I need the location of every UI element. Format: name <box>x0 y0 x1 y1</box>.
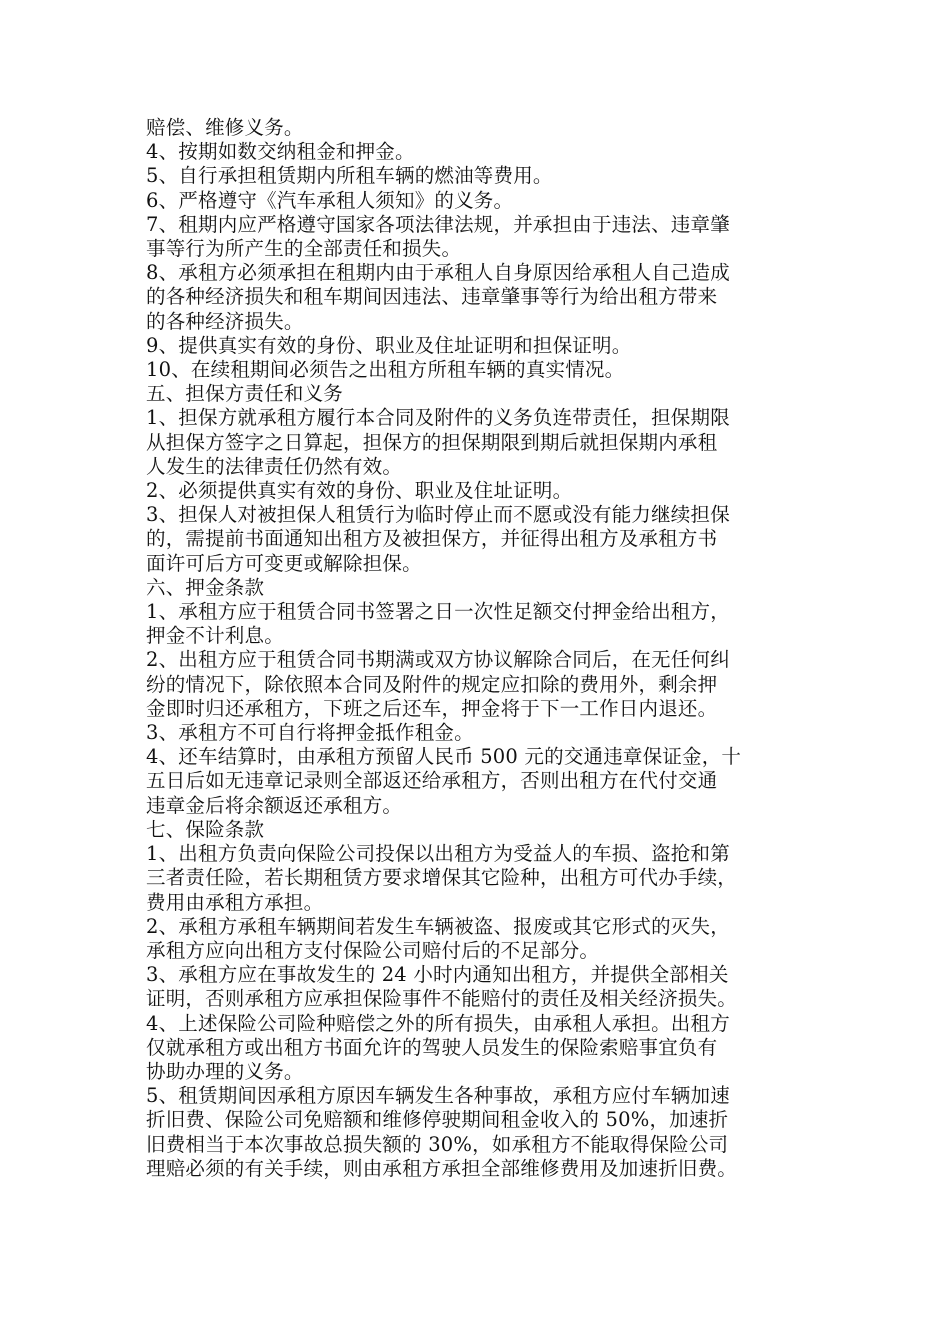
text-line: 押金不计利息。 <box>146 624 284 648</box>
text-line: 承租方应向出租方支付保险公司赔付后的不足部分。 <box>146 938 600 962</box>
text-line: 折旧费、保险公司免赔额和维修停驶期间租金收入的 50%，加速折 <box>146 1108 729 1132</box>
text-line: 3、担保人对被担保人租赁行为临时停止而不愿或没有能力继续担保 <box>146 503 730 527</box>
text-line: 金即时归还承租方，下班之后还车，押金将于下一工作日内退还。 <box>146 696 718 720</box>
text-line: 纷的情况下，除依照本合同及附件的规定应扣除的费用外，剩余押 <box>146 672 718 696</box>
text-line: 旧费相当于本次事故总损失额的 30%，如承租方不能取得保险公司 <box>146 1132 729 1156</box>
text-line: 1、承租方应于租赁合同书签署之日一次性足额交付押金给出租方， <box>146 600 730 624</box>
text-line: 2、出租方应于租赁合同书期满或双方协议解除合同后，在无任何纠 <box>146 648 730 672</box>
text-line: 人发生的法律责任仍然有效。 <box>146 454 403 478</box>
text-line: 5、租赁期间因承租方原因车辆发生各种事故，承租方应付车辆加速 <box>146 1084 730 1108</box>
text-line: 五日后如无违章记录则全部返还给承租方，否则出租方在代付交通 <box>146 769 718 793</box>
text-line: 4、按期如数交纳租金和押金。 <box>146 140 415 164</box>
text-line: 6、严格遵守《汽车承租人须知》的义务。 <box>146 188 514 212</box>
text-line: 的各种经济损失和租车期间因违法、违章肇事等行为给出租方带来 <box>146 285 718 309</box>
text-line: 理赔必须的有关手续，则由承租方承担全部维修费用及加速折旧费。 <box>146 1156 738 1180</box>
text-line: 费用由承租方承担。 <box>146 890 324 914</box>
text-line: 5、自行承担租赁期内所租车辆的燃油等费用。 <box>146 164 553 188</box>
text-line: 的各种经济损失。 <box>146 309 304 333</box>
text-line: 3、承租方不可自行将押金抵作租金。 <box>146 721 474 745</box>
text-line: 三者责任险，若长期租赁方要求增保其它险种，出租方可代办手续， <box>146 866 738 890</box>
text-line: 8、承租方必须承担在租期内由于承租人自身原因给承租人自己造成 <box>146 261 730 285</box>
document-body <box>146 116 814 1181</box>
text-line: 4、还车结算时，由承租方预留人民币 500 元的交通违章保证金，十 <box>146 745 742 769</box>
text-line: 证明，否则承租方应承担保险事件不能赔付的责任及相关经济损失。 <box>146 987 738 1011</box>
text-line: 六、押金条款 <box>146 575 265 599</box>
text-line: 3、承租方应在事故发生的 24 小时内通知出租方，并提供全部相关 <box>146 963 729 987</box>
text-line: 1、出租方负责向保险公司投保以出租方为受益人的车损、盗抢和第 <box>146 842 730 866</box>
text-line: 从担保方签字之日算起，担保方的担保期限到期后就担保期内承租 <box>146 430 718 454</box>
text-line: 仅就承租方或出租方书面允许的驾驶人员发生的保险索赔事宜负有 <box>146 1035 718 1059</box>
text-line: 赔偿、维修义务。 <box>146 116 304 139</box>
text-line: 2、必须提供真实有效的身份、职业及住址证明。 <box>146 479 573 503</box>
text-line: 9、提供真实有效的身份、职业及住址证明和担保证明。 <box>146 333 632 357</box>
text-line: 4、上述保险公司险种赔偿之外的所有损失，由承租人承担。出租方 <box>146 1011 730 1035</box>
text-line: 面许可后方可变更或解除担保。 <box>146 551 422 575</box>
text-line: 五、担保方责任和义务 <box>146 382 344 406</box>
text-line: 1、担保方就承租方履行本合同及附件的义务负连带责任，担保期限 <box>146 406 730 430</box>
text-line: 7、租期内应严格遵守国家各项法律法规，并承担由于违法、违章肇 <box>146 212 730 236</box>
text-line: 10、在续租期间必须告之出租方所租车辆的真实情况。 <box>146 358 625 382</box>
text-line: 的，需提前书面通知出租方及被担保方，并征得出租方及承租方书 <box>146 527 718 551</box>
text-line: 七、保险条款 <box>146 817 265 841</box>
text-line: 协助办理的义务。 <box>146 1059 304 1083</box>
text-line: 事等行为所产生的全部责任和损失。 <box>146 237 462 261</box>
text-line: 违章金后将余额返还承租方。 <box>146 793 403 817</box>
text-line: 2、承租方承租车辆期间若发生车辆被盗、报废或其它形式的灭失， <box>146 914 730 938</box>
